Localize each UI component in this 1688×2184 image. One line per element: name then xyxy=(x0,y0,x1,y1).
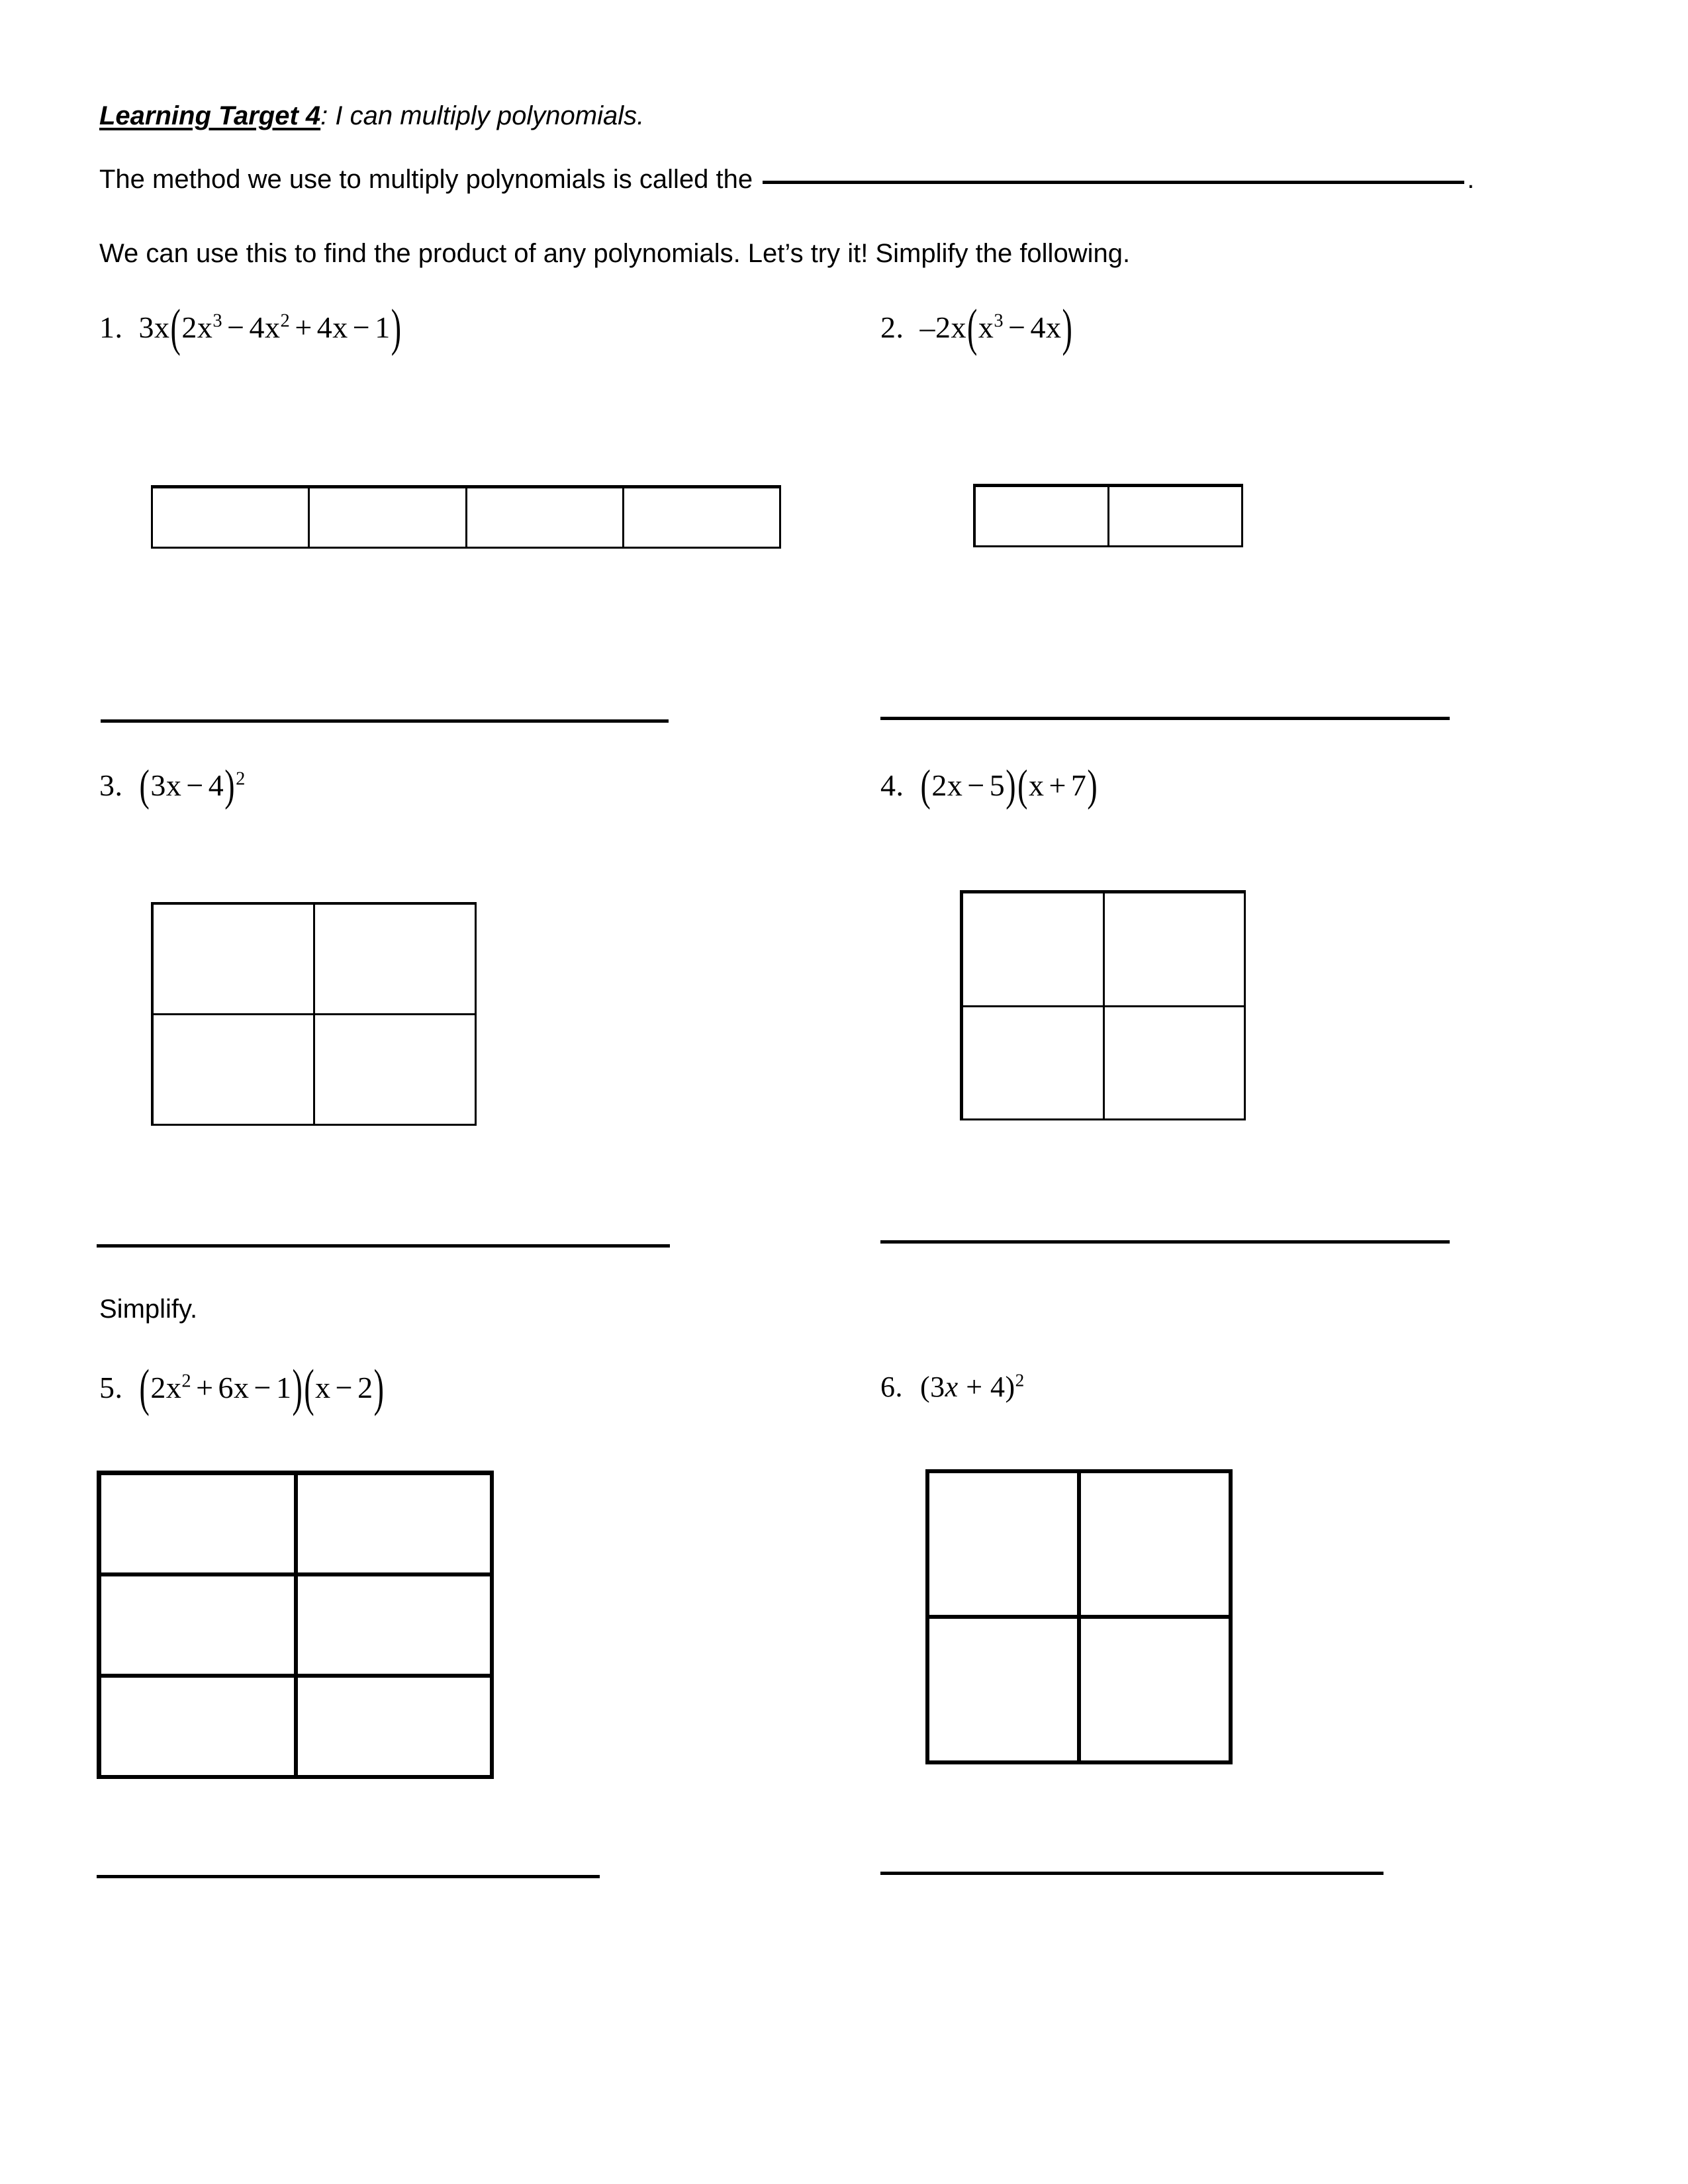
problem-2-expression xyxy=(880,298,1073,356)
method-blank-line[interactable] xyxy=(763,181,1464,184)
problem-4-number: 4. xyxy=(880,768,904,802)
problem-3-math: $(3x - 4)^2$ xyxy=(139,760,246,810)
grid-cell[interactable] xyxy=(1081,1473,1233,1619)
problem-5-number: 5. xyxy=(99,1371,123,1404)
problem-1-expression xyxy=(99,298,402,356)
learning-target-heading xyxy=(99,101,644,131)
problem-4-box-grid[interactable] xyxy=(960,890,1246,1120)
problem-2-answer-line[interactable] xyxy=(880,717,1450,720)
grid-cell[interactable] xyxy=(1081,1619,1233,1764)
method-sentence-period: . xyxy=(1467,165,1475,194)
problem-4-math: (2x − 5)(x + 7) xyxy=(920,760,1098,810)
problem-2-box-grid[interactable] xyxy=(973,484,1243,547)
grid-cell[interactable] xyxy=(624,488,781,549)
instructions-text: We can use this to find the product of any polynomials. Let’s try it! Simplify the following. xyxy=(99,239,1131,268)
problem-6-expression xyxy=(880,1370,1025,1404)
grid-cell[interactable] xyxy=(154,1015,315,1126)
problem-1-answer-line[interactable] xyxy=(101,719,669,723)
learning-target-label: Learning Target 4 xyxy=(99,101,321,130)
grid-cell[interactable] xyxy=(1105,1007,1246,1121)
grid-cell[interactable] xyxy=(154,905,315,1015)
problem-5-math: $(2x^2 + 6x - 1)(x - 2)$ xyxy=(139,1359,385,1416)
problem-2-number: 2. xyxy=(880,310,904,344)
simplify-label: Simplify. xyxy=(99,1295,198,1324)
grid-cell[interactable] xyxy=(298,1678,494,1779)
grid-cell[interactable] xyxy=(1105,893,1246,1007)
problem-6-answer-line[interactable] xyxy=(880,1872,1383,1875)
grid-cell[interactable] xyxy=(315,905,477,1015)
grid-cell[interactable] xyxy=(963,1007,1105,1121)
grid-cell[interactable] xyxy=(298,1475,494,1576)
problem-4-answer-line[interactable] xyxy=(880,1240,1450,1244)
problem-5-expression xyxy=(99,1359,385,1416)
grid-cell[interactable] xyxy=(101,1678,298,1779)
problem-3-number: 3. xyxy=(99,768,123,802)
grid-cell[interactable] xyxy=(929,1619,1081,1764)
grid-cell[interactable] xyxy=(1109,487,1243,547)
grid-cell[interactable] xyxy=(963,893,1105,1007)
learning-target-text: : I can multiply polynomials. xyxy=(320,101,645,130)
problem-1-box-grid[interactable] xyxy=(151,485,781,549)
problem-2-math: $-2x(x^3 - 4x)$ xyxy=(912,298,1073,356)
grid-cell[interactable] xyxy=(101,1475,298,1576)
method-fill-in-sentence xyxy=(99,164,1474,195)
problem-1-math: $3x(2x^3 - 4x^2 + 4x - 1)$ xyxy=(130,298,402,356)
method-sentence-text: The method we use to multiply polynomials is called the xyxy=(99,165,753,194)
problem-5-answer-line[interactable] xyxy=(97,1875,600,1878)
grid-cell[interactable] xyxy=(467,488,624,549)
problem-4-expression xyxy=(880,760,1098,810)
problem-6-box-grid[interactable] xyxy=(925,1469,1233,1764)
problem-1-number: 1. xyxy=(99,310,123,344)
grid-cell[interactable] xyxy=(153,488,310,549)
problem-3-box-grid[interactable] xyxy=(151,902,477,1126)
grid-cell[interactable] xyxy=(976,487,1109,547)
grid-cell[interactable] xyxy=(929,1473,1081,1619)
problem-6-number: 6. xyxy=(880,1371,903,1403)
grid-cell[interactable] xyxy=(310,488,467,549)
problem-3-answer-line[interactable] xyxy=(97,1244,670,1248)
problem-3-expression xyxy=(99,760,246,810)
problem-5-box-grid[interactable] xyxy=(97,1471,494,1779)
grid-cell[interactable] xyxy=(315,1015,477,1126)
problem-6-math: $(3x + 4)^2$ xyxy=(912,1370,1025,1403)
grid-cell[interactable] xyxy=(101,1576,298,1678)
grid-cell[interactable] xyxy=(298,1576,494,1678)
